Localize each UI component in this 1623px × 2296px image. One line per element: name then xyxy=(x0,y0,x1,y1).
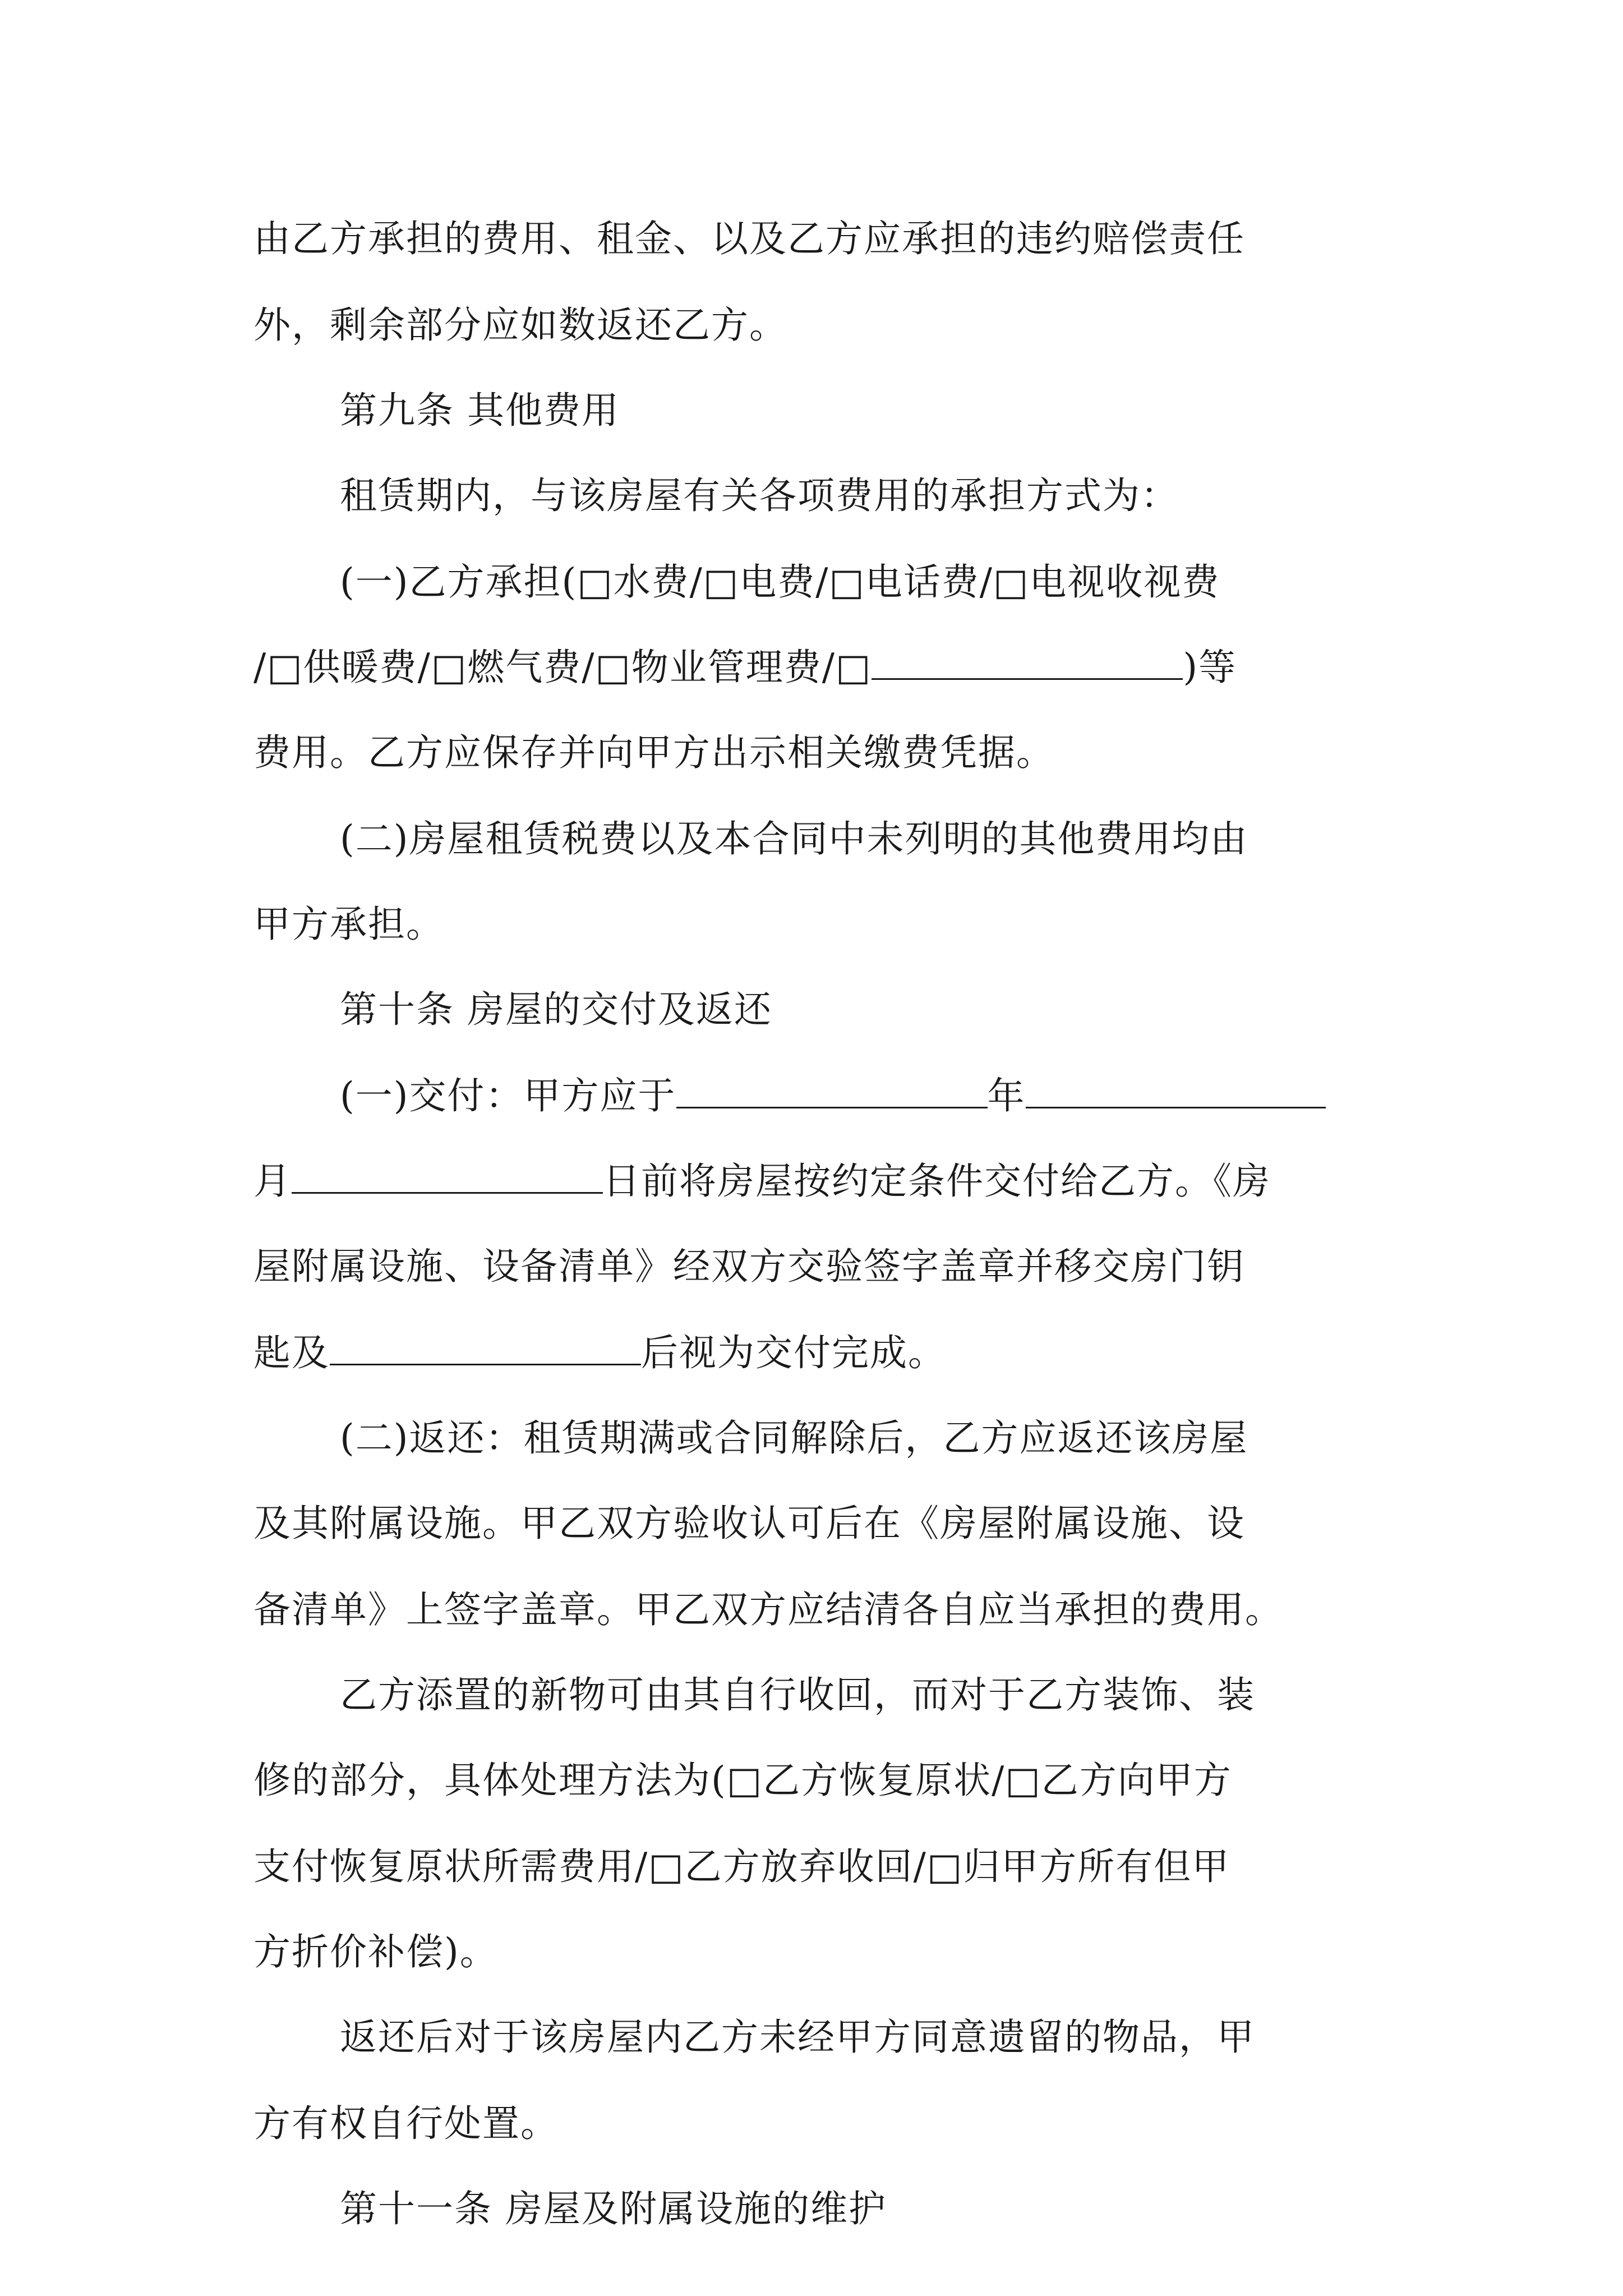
article-heading: 第九条 其他费用 xyxy=(340,389,620,432)
paragraph-line: 乙方添置的新物可由其自行收回，而对于乙方装饰、装 xyxy=(340,1673,1255,1717)
line-text: 年 xyxy=(987,1074,1026,1117)
paragraph-line: 方折价补偿)。 xyxy=(253,1930,498,1973)
paragraph-line: (二)返还：租赁期满或合同解除后，乙方应返还该房屋 xyxy=(340,1416,1248,1460)
line-text: 日前将房屋按约定条件交付给乙方。《房 xyxy=(603,1159,1271,1203)
line-text: 后视为交付完成。 xyxy=(641,1331,946,1374)
paragraph-line: 备清单》上签字盖章。甲乙双方应结清各自应当承担的费用。 xyxy=(253,1588,1283,1631)
paragraph-line xyxy=(253,1331,946,1375)
paragraph-line: 甲方承担。 xyxy=(253,903,444,946)
fill-in-blank-month[interactable] xyxy=(1026,1076,1326,1108)
paragraph-line: 费用。乙方应保存并向甲方出示相关缴费凭据。 xyxy=(253,731,1054,774)
paragraph-line: 租赁期内，与该房屋有关各项费用的承担方式为： xyxy=(340,474,1179,517)
paragraph-line xyxy=(340,1074,1326,1119)
fill-in-blank-day[interactable] xyxy=(292,1162,603,1194)
line-text: /□供暖费/□燃气费/□物业管理费/□ xyxy=(253,646,872,689)
line-text: 月 xyxy=(253,1159,292,1203)
fill-in-blank[interactable] xyxy=(330,1333,641,1365)
paragraph-line: 及其附属设施。甲乙双方验收认可后在《房屋附属设施、设 xyxy=(253,1502,1245,1545)
article-heading: 第十一条 房屋及附属设施的维护 xyxy=(340,2187,887,2230)
paragraph-line: 外，剩余部分应如数返还乙方。 xyxy=(253,303,787,347)
fill-in-blank[interactable] xyxy=(872,648,1183,680)
line-text: )等 xyxy=(1183,646,1237,689)
paragraph-line: 屋附属设施、设备清单》经双方交验签字盖章并移交房门钥 xyxy=(253,1245,1245,1288)
line-text: (一)交付：甲方应于 xyxy=(340,1074,676,1117)
paragraph-line: 支付恢复原状所需费用/□乙方放弃收回/□归甲方所有但甲 xyxy=(253,1845,1230,1888)
paragraph-line xyxy=(253,1159,1271,1204)
article-heading: 第十条 房屋的交付及返还 xyxy=(340,988,772,1031)
paragraph-line: 由乙方承担的费用、租金、以及乙方应承担的违约赔偿责任 xyxy=(253,217,1245,260)
paragraph-line: (二)房屋租赁税费以及本合同中未列明的其他费用均由 xyxy=(340,817,1248,861)
paragraph-line: (一)乙方承担(□水费/□电费/□电话费/□电视收视费 xyxy=(340,560,1220,604)
paragraph-line: 修的部分，具体处理方法为(□乙方恢复原状/□乙方向甲方 xyxy=(253,1759,1232,1802)
paragraph-line: 返还后对于该房屋内乙方未经甲方同意遗留的物品，甲 xyxy=(340,2016,1255,2059)
paragraph-line xyxy=(253,645,1237,690)
fill-in-blank-year[interactable] xyxy=(676,1076,988,1108)
paragraph-line: 方有权自行处置。 xyxy=(253,2102,559,2145)
line-text: 匙及 xyxy=(253,1331,330,1374)
